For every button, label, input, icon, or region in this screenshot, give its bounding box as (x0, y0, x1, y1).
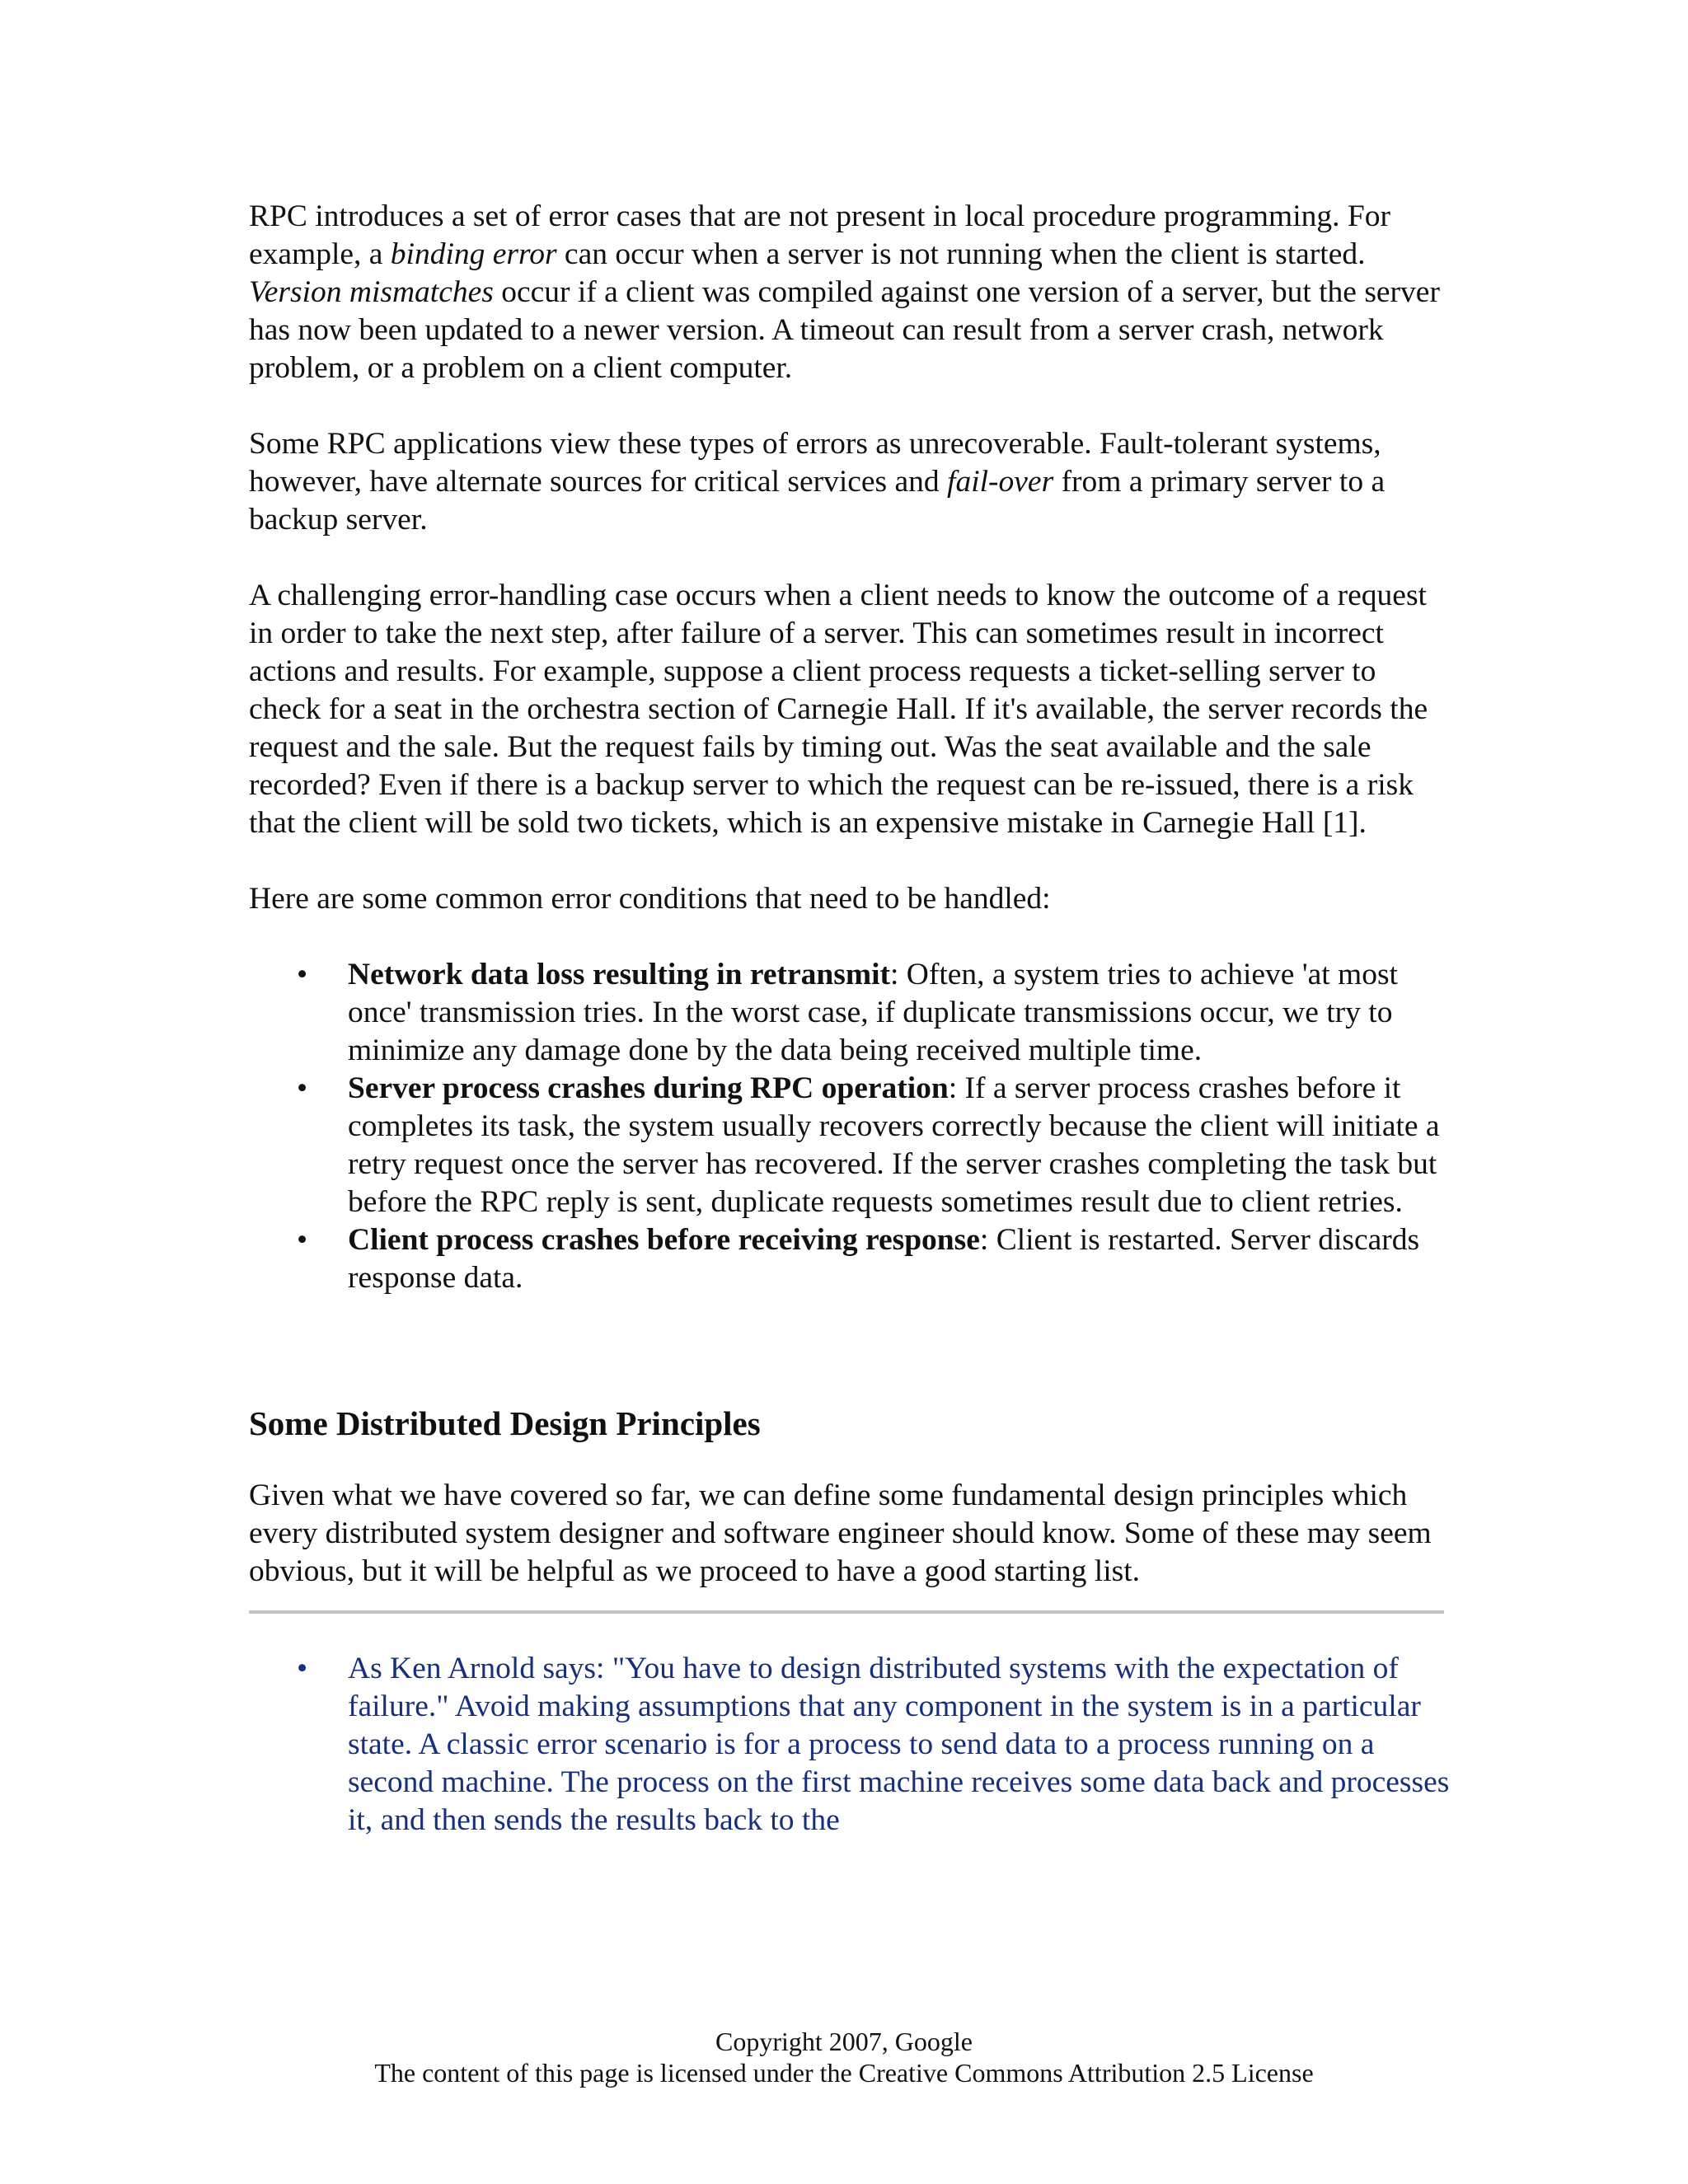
list-item (297, 1650, 1452, 1840)
list-item (297, 1221, 1452, 1297)
list-item-title: Server process crashes during RPC operation (348, 1071, 949, 1105)
term-fail-over: fail-over (947, 465, 1054, 499)
section-heading: Some Distributed Design Principles (249, 1404, 761, 1442)
footer-license: The content of this page is licensed under the Creative Commons Attribution 2.5 License (374, 2058, 1314, 2088)
paragraph-rpc-errors (249, 198, 1452, 387)
paragraph-text: from a primary server to a backup server. (249, 465, 1386, 537)
paragraph-text: occur if a client was compiled against one version of a server, but the server has now been updated to a newer version. A timeout can result from a server crash, network problem, or a problem on a client computer. (249, 275, 1440, 385)
bullet-icon: • (297, 1071, 308, 1105)
principles-list (249, 1650, 1452, 1840)
page-content (249, 198, 1452, 1840)
list-item (297, 956, 1452, 1070)
paragraph-design-principles-intro: Given what we have covered so far, we can define some fundamental design principles which every distributed system designer and software engineer should know. Some of these may seem obvious, but it will be helpful as we proceed to have a good starting list. (249, 1479, 1432, 1588)
error-conditions-list (249, 956, 1452, 1297)
term-binding-error: binding error (390, 237, 557, 271)
list-item-text: As Ken Arnold says: "You have to design distributed systems with the expectation of failure." Avoid making assumptions that any component in the system is in a particular state. A classic error scenario is for a process to send data to a process running on a second machine. The process on the first machine receives some data back and processes it, and then sends the results back to the (348, 1652, 1450, 1837)
paragraph-fault-tolerant (249, 425, 1452, 539)
list-item-title: Client process crashes before receiving response (348, 1223, 980, 1257)
paragraph-error-handling-case: A challenging error-handling case occurs when a client needs to know the outcome of a request in order to take the next step, after failure of a server. This can sometimes result in incorrect actions and results. For example, suppose a client process requests a ticket-selling server to check for a seat in the orchestra section of Carnegie Hall. If it's available, the server records the request and the sale. But the request fails by timing out. Was the seat available and the sale recorded? Even if there is a backup server to which the request can be re-issued, there is a risk that the client will be sold two tickets, which is an expensive mistake in Carnegie Hall [1]. (249, 579, 1428, 840)
footer-copyright: Copyright 2007, Google (715, 2027, 973, 2056)
bullet-icon: • (297, 958, 308, 991)
list-item-text: : If a server process crashes before it completes its task, the system usually recovers correctly because the client will initiate a retry request once the server has recovered. If the server crashes completing the task but before the RPC reply is sent, duplicate requests sometimes result due to client retries. (348, 1071, 1440, 1219)
list-item (297, 1070, 1452, 1221)
horizontal-rule (249, 1610, 1444, 1614)
list-item-text: : Client is restarted. Server discards response data. (348, 1223, 1420, 1295)
paragraph-text: RPC introduces a set of error cases that are not present in local procedure programming. For example, a (249, 199, 1390, 271)
paragraph-text: can occur when a server is not running when the client is started. (556, 237, 1366, 271)
term-version-mismatches: Version mismatches (249, 275, 494, 309)
paragraph-text: Some RPC applications view these types of errors as unrecoverable. Fault-tolerant systems, however, have alternate sources for critical services and (249, 427, 1381, 499)
paragraph-error-conditions-intro: Here are some common error conditions that need to be handled: (249, 882, 1051, 916)
bullet-icon: • (297, 1652, 308, 1685)
list-item-title: Network data loss resulting in retransmit (348, 958, 890, 991)
list-item-text: : Often, a system tries to achieve 'at most once' transmission tries. In the worst case, if duplicate transmissions occur, we try to minimize any damage done by the data being received multiple time. (348, 958, 1398, 1067)
bullet-icon: • (297, 1223, 308, 1257)
